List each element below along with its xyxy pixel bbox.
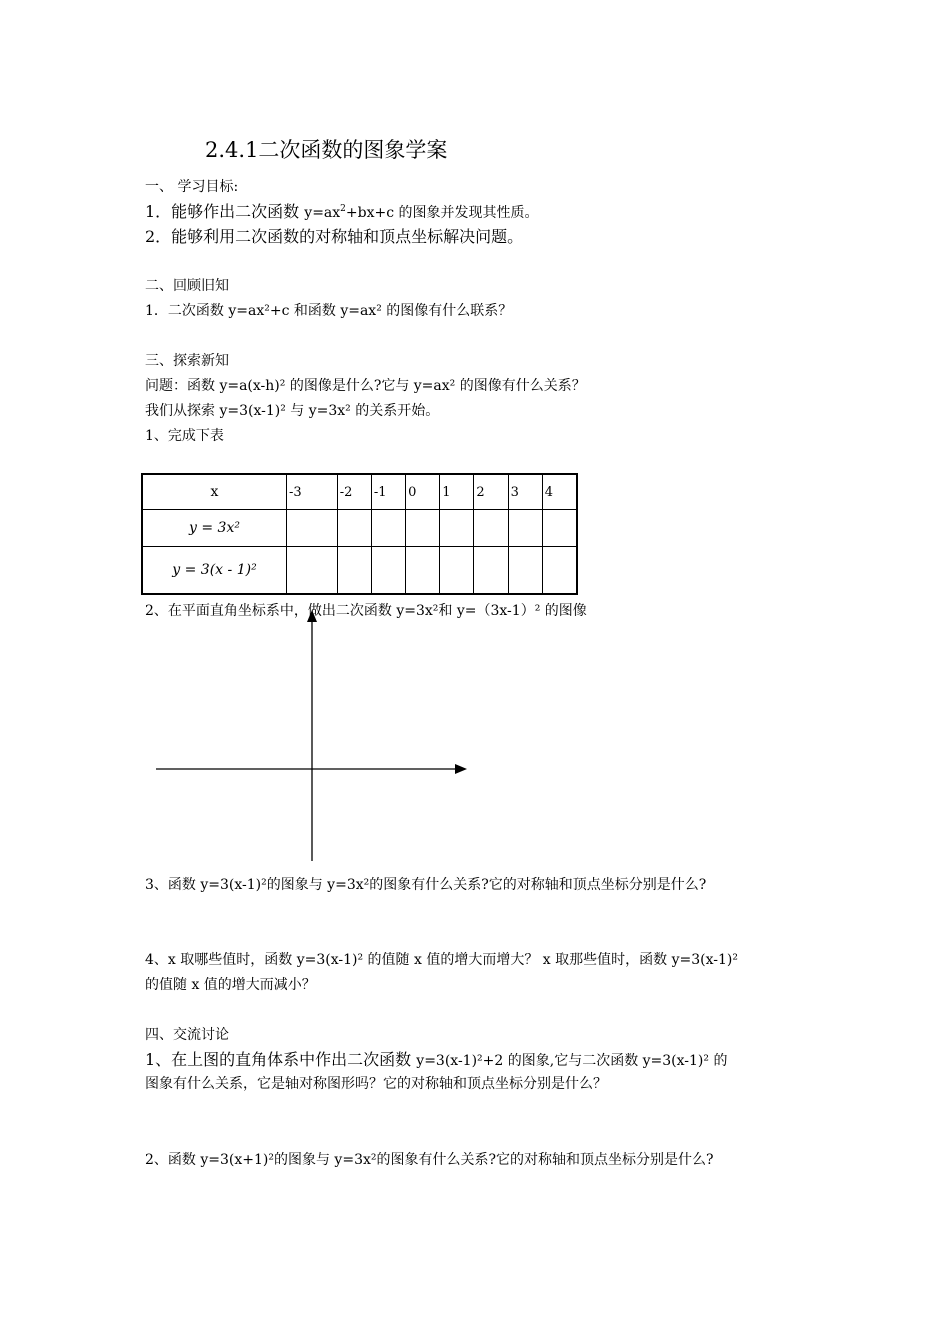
review-question-1: 1．二次函数 y=ax²+c 和函数 y=ax² 的图像有什么联系？	[145, 303, 513, 319]
table-row	[142, 474, 577, 510]
table-cell[interactable]	[542, 510, 577, 547]
task-3: 3、函数 y=3(x-1)²的图象与 y=3x²的图象有什么关系?它的对称轴和顶点坐标分别是什么?	[145, 877, 707, 893]
goal-1	[145, 202, 539, 223]
table-row-label-y-3x-1-2: y = 3(x - 1)²	[142, 547, 286, 595]
discuss-question-1-line-1	[145, 1050, 727, 1070]
discuss-question-1-line-2: 图象有什么关系，它是轴对称图形吗？它的对称轴和顶点坐标分别是什么？	[145, 1076, 607, 1092]
table-cell[interactable]	[440, 510, 474, 547]
table-cell[interactable]	[371, 510, 405, 547]
table-x-value: 3	[508, 474, 542, 510]
section-1-heading: 一、 学习目标:	[145, 179, 239, 195]
table-cell[interactable]	[440, 547, 474, 595]
goal-1-tail: +bx+c 的图象并发现其性质。	[345, 205, 539, 221]
x-axis-arrow-icon	[455, 764, 467, 774]
discuss-q1-tail: y=3(x-1)²+2 的图象,它与二次函数 y=3(x-1)² 的	[416, 1053, 728, 1069]
table-x-value: -3	[286, 474, 337, 510]
goal-1-formula: y=ax	[304, 205, 341, 221]
table-cell[interactable]	[508, 510, 542, 547]
table-cell[interactable]	[508, 547, 542, 595]
explore-start: 我们从探索 y=3(x-1)² 与 y=3x² 的关系开始。	[145, 403, 440, 419]
discuss-question-2: 2、函数 y=3(x+1)²的图象与 y=3x²的图象有什么关系?它的对称轴和顶点坐标分别是什么?	[145, 1152, 714, 1168]
table-cell[interactable]	[286, 547, 337, 595]
goal-2: 2．能够利用二次函数的对称轴和顶点坐标解决问题。	[145, 227, 524, 246]
table-row-label-y-3x2: y = 3x²	[142, 510, 286, 547]
table-cell[interactable]	[406, 547, 440, 595]
table-x-value: -2	[337, 474, 371, 510]
table-header-x: x	[142, 474, 286, 510]
task-2: 2、在平面直角坐标系中，做出二次函数 y=3x²和 y=（3x-1）² 的图像	[145, 603, 587, 619]
value-table	[141, 473, 578, 595]
goal-1-exponent: 2	[340, 204, 346, 214]
page-title: 2.4.1二次函数的图象学案	[205, 138, 448, 162]
table-cell[interactable]	[474, 547, 508, 595]
table-x-value: 1	[440, 474, 474, 510]
table-row	[142, 510, 577, 547]
table-cell[interactable]	[406, 510, 440, 547]
table-x-value: 2	[474, 474, 508, 510]
table-cell[interactable]	[337, 510, 371, 547]
task-1: 1、完成下表	[145, 428, 224, 444]
table-cell[interactable]	[337, 547, 371, 595]
task-4-line-2: 的值随 x 值的增大而减小？	[145, 977, 316, 993]
discuss-q1-prefix: 1、在上图的直角体系中作出二次函数	[145, 1050, 417, 1069]
table-cell[interactable]	[286, 510, 337, 547]
section-3-heading: 三、探索新知	[145, 353, 229, 369]
table-cell[interactable]	[542, 547, 577, 595]
section-2-heading: 二、回顾旧知	[145, 278, 229, 294]
table-x-value: 4	[542, 474, 577, 510]
explore-question: 问题：函数 y=a(x-h)² 的图像是什么?它与 y=ax² 的图像有什么关系？	[145, 378, 586, 394]
goal-1-prefix: 1．能够作出二次函数	[145, 202, 305, 221]
table-x-value: -1	[371, 474, 405, 510]
section-4-heading: 四、交流讨论	[145, 1027, 229, 1043]
table-row	[142, 547, 577, 595]
task-4-line-1: 4、x 取哪些值时，函数 y=3(x-1)² 的值随 x 值的增大而增大？ x 取那些值时，函数 y=3(x-1)²	[145, 952, 738, 968]
table-cell[interactable]	[371, 547, 405, 595]
coordinate-axes	[150, 605, 480, 867]
table-x-value: 0	[406, 474, 440, 510]
table-cell[interactable]	[474, 510, 508, 547]
